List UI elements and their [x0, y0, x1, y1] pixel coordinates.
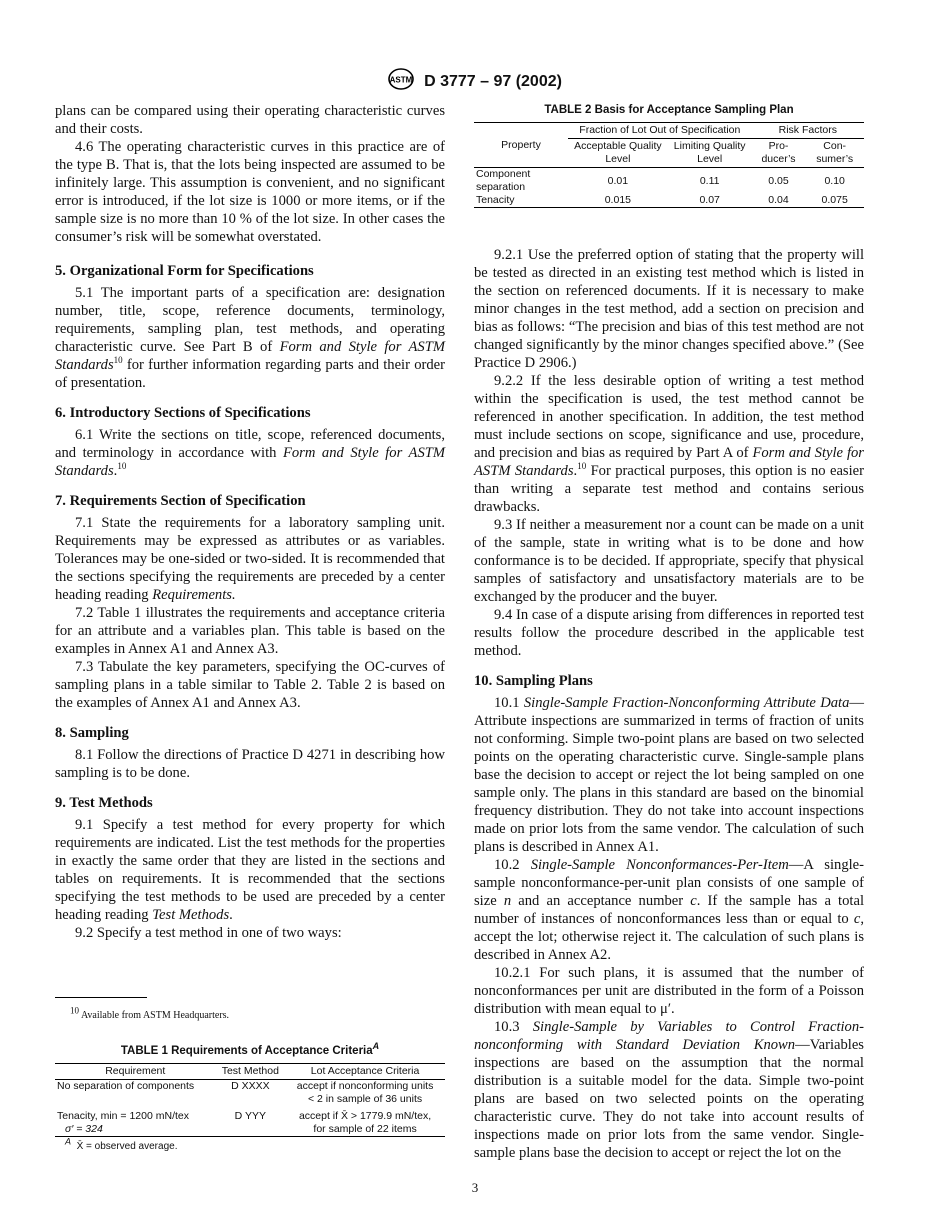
table-header: Fraction of Lot Out of Specification — [568, 123, 752, 139]
astm-logo-icon — [388, 68, 414, 95]
heading-section-6: 6. Introductory Sections of Specifications — [55, 405, 311, 421]
paragraph-9-2-1: 9.2.1 Use the preferred option of stating that the property will be tested as directed in an existing test method which is listed in the section on referenced documents. If it is necessary to make minor changes in the test method, add a section on precision and bias as follows: “The precision and bias of this test method are not changed significantly by the minor changes specified above.” (See Practice D 2906.) — [474, 247, 864, 371]
table-header: Limiting Quality Level — [668, 139, 752, 168]
table-row: No separation of components D XXXX accept if nonconforming units < 2 in sample of 36 units — [57, 1080, 434, 1105]
table-2-title: TABLE 2 Basis for Acceptance Sampling Plan — [544, 104, 794, 116]
table-header: Property — [474, 123, 568, 168]
table-header: Pro- ducer’s — [752, 139, 806, 168]
paragraph-10-2: 10.2 Single-Sample Nonconformances-Per-Item—A single-sample nonconformance-per-unit plan consists of one sample of size n and an acceptance number c. If the sample has a total number of instances of nonconformances less than or equal to c, accept the lot; otherwise reject it. The calculation of such plans is described in Annex A2. — [474, 857, 865, 963]
table-1-title: TABLE 1 Requirements of Acceptance Criteria$^A$ — [120, 1041, 380, 1057]
paragraph-7-2: 7.2 Table 1 illustrates the requirements and acceptance criteria for an attribute and a variables plan. This table is based on the examples in Annex A1 and Annex A3. — [55, 605, 445, 657]
heading-section-7: 7. Requirements Section of Specification — [55, 493, 306, 509]
designation: D 3777 – 97 (2002) — [424, 72, 562, 90]
table-header: Requirement — [55, 1064, 216, 1080]
table-1 — [55, 1041, 445, 1152]
paragraph-4-6: 4.6 The operating characteristic curves in this practice are of the type B. That is, that the lots being inspected are assumed to be infinitely large. This assumption is convenient, and no significant error is introduced, if the lot size is 1000 or more items, or if the sample size is no more than 10 % of the lot size. In other cases the consumer’s risk will be somewhat overstated. — [55, 139, 445, 245]
table-2 — [474, 104, 864, 208]
paragraph-10-1: 10.1 Single-Sample Fraction-Nonconforming Attribute Data—Attribute inspections are summarized in terms of fraction of units not conforming. Simple two-point plans are based on two selected points on the operating characteristic curve. Single-sample plans base the decision to accept or reject the lot being sampled on one sample only. The plans in this standard are based on the binomial frequency distribution. They do not take into account inspections made on prior lots from the same vendor. The calculation of such plans is described in Annex A1. — [474, 695, 864, 855]
footnote: $^{10}$ Available from ASTM Headquarters. — [70, 1005, 230, 1021]
table-header: Acceptable Quality Level — [568, 139, 668, 168]
heading-section-8: 8. Sampling — [55, 725, 129, 741]
table-row: Tenacity 0.015 0.07 0.04 0.075 — [476, 194, 848, 206]
paragraph-9-2: 9.2 Specify a test method in one of two ways: — [75, 925, 342, 941]
paragraph-9-4: 9.4 In case of a dispute arising from differences in reported test results follow the procedure described in the applicable test method. — [474, 607, 864, 659]
paragraph-9-3: 9.3 If neither a measurement nor a count can be made on a unit of the sample, state in writing what is to be done and how conformance is to be decided. If appropriate, specify that physical samples of satisfactory and unsatisfactory materials are to be exchanged by the producer and the buyer. — [474, 517, 864, 605]
paragraph-10-2-1: 10.2.1 For such plans, it is assumed that the number of nonconformances per unit are distributed in the form of a Poisson distribution with mean equal to μ′. — [474, 965, 864, 1017]
right-column — [474, 246, 864, 1162]
table-header: Test Method — [216, 1064, 286, 1080]
page-number: 3 — [471, 1180, 479, 1195]
page-header — [0, 68, 950, 95]
logo-text: ASTM — [389, 75, 413, 85]
paragraph-8-1: 8.1 Follow the directions of Practice D 4271 in describing how sampling is to be done. — [55, 747, 445, 781]
table-header: Lot Acceptance Criteria — [285, 1064, 445, 1080]
heading-section-9: 9. Test Methods — [55, 795, 153, 811]
paragraph-6-1: 6.1 Write the sections on title, scope, referenced documents, and terminology in accordance with Form and Style for ASTM Standards.$^{10}$ — [55, 427, 446, 479]
table-header: Con- sumer’s — [805, 139, 864, 168]
table-1-footnote: $^A$ X̄ = observed average. — [65, 1136, 178, 1152]
paragraph-7-3: 7.3 Tabulate the key parameters, specifying the OC-curves of sampling plans in a table similar to Table 2. Table 2 is based on the examples of Annex A1 and Annex A3. — [55, 659, 445, 711]
paragraph-5-1: 5.1 The important parts of a specification are: designation number, title, scope, reference documents, terminology, requirements, sampling plan, test methods, and operating characteristic curve. See Part B of Form and Style for ASTM Standards$^{10}$ for further information regarding parts and their order of presentation. — [55, 285, 445, 391]
table-header: Risk Factors — [752, 123, 864, 139]
left-column — [55, 102, 445, 942]
paragraph-7-1: 7.1 State the requirements for a laboratory sampling unit. Requirements may be expressed as attributes or as variables. Tolerances may be one-sided or two-sided. It is recommended that the sections specifying the requirements are preceded by a center heading reading Requirements. — [55, 515, 445, 603]
heading-section-10: 10. Sampling Plans — [474, 673, 593, 689]
paragraph-9-2-2: 9.2.2 If the less desirable option of writing a test method within the specification is used, the test method cannot be referenced in another specification. In addition, the test method must include sections on scope, significance and use, procedure, and precision and bias as required by Part A of Form and Style for ASTM Standards.$^{10}$ For practical purposes, this option is no easier than writing a separate test method and contains serious drawbacks. — [474, 373, 864, 515]
footnote-divider — [55, 997, 147, 998]
table-row: Component separation 0.01 0.11 0.05 0.10 — [476, 168, 845, 193]
paragraph-10-3: 10.3 Single-Sample by Variables to Control Fraction-nonconforming with Standard Deviation Known—Variables inspections are based on the assumption that the normal distribution is a suitable model for the data. Simple two-point plans are based on two selected points on the operating characteristic curve. They do not take into account results of inspections made on prior lots from the same vendor. Single-sample plans base the decision to accept or reject the lot on the — [474, 1019, 865, 1161]
table-row: Tenacity, min = 1200 mN/tex σ′ = 324 D YYY accept if X̄ > 1779.9 mN/tex, for sample of 22 items — [57, 1110, 432, 1135]
paragraph-9-1: 9.1 Specify a test method for every property for which requirements are indicated. List the test methods for the properties in exactly the same order that they are listed in the sections and tables on requirements. It is recommended that the sections specifying the test methods to be used are preceded by a center heading reading Test Methods. — [55, 817, 445, 923]
paragraph: plans can be compared using their operating characteristic curves and their costs. — [55, 103, 445, 137]
heading-section-5: 5. Organizational Form for Specifications — [55, 263, 314, 279]
